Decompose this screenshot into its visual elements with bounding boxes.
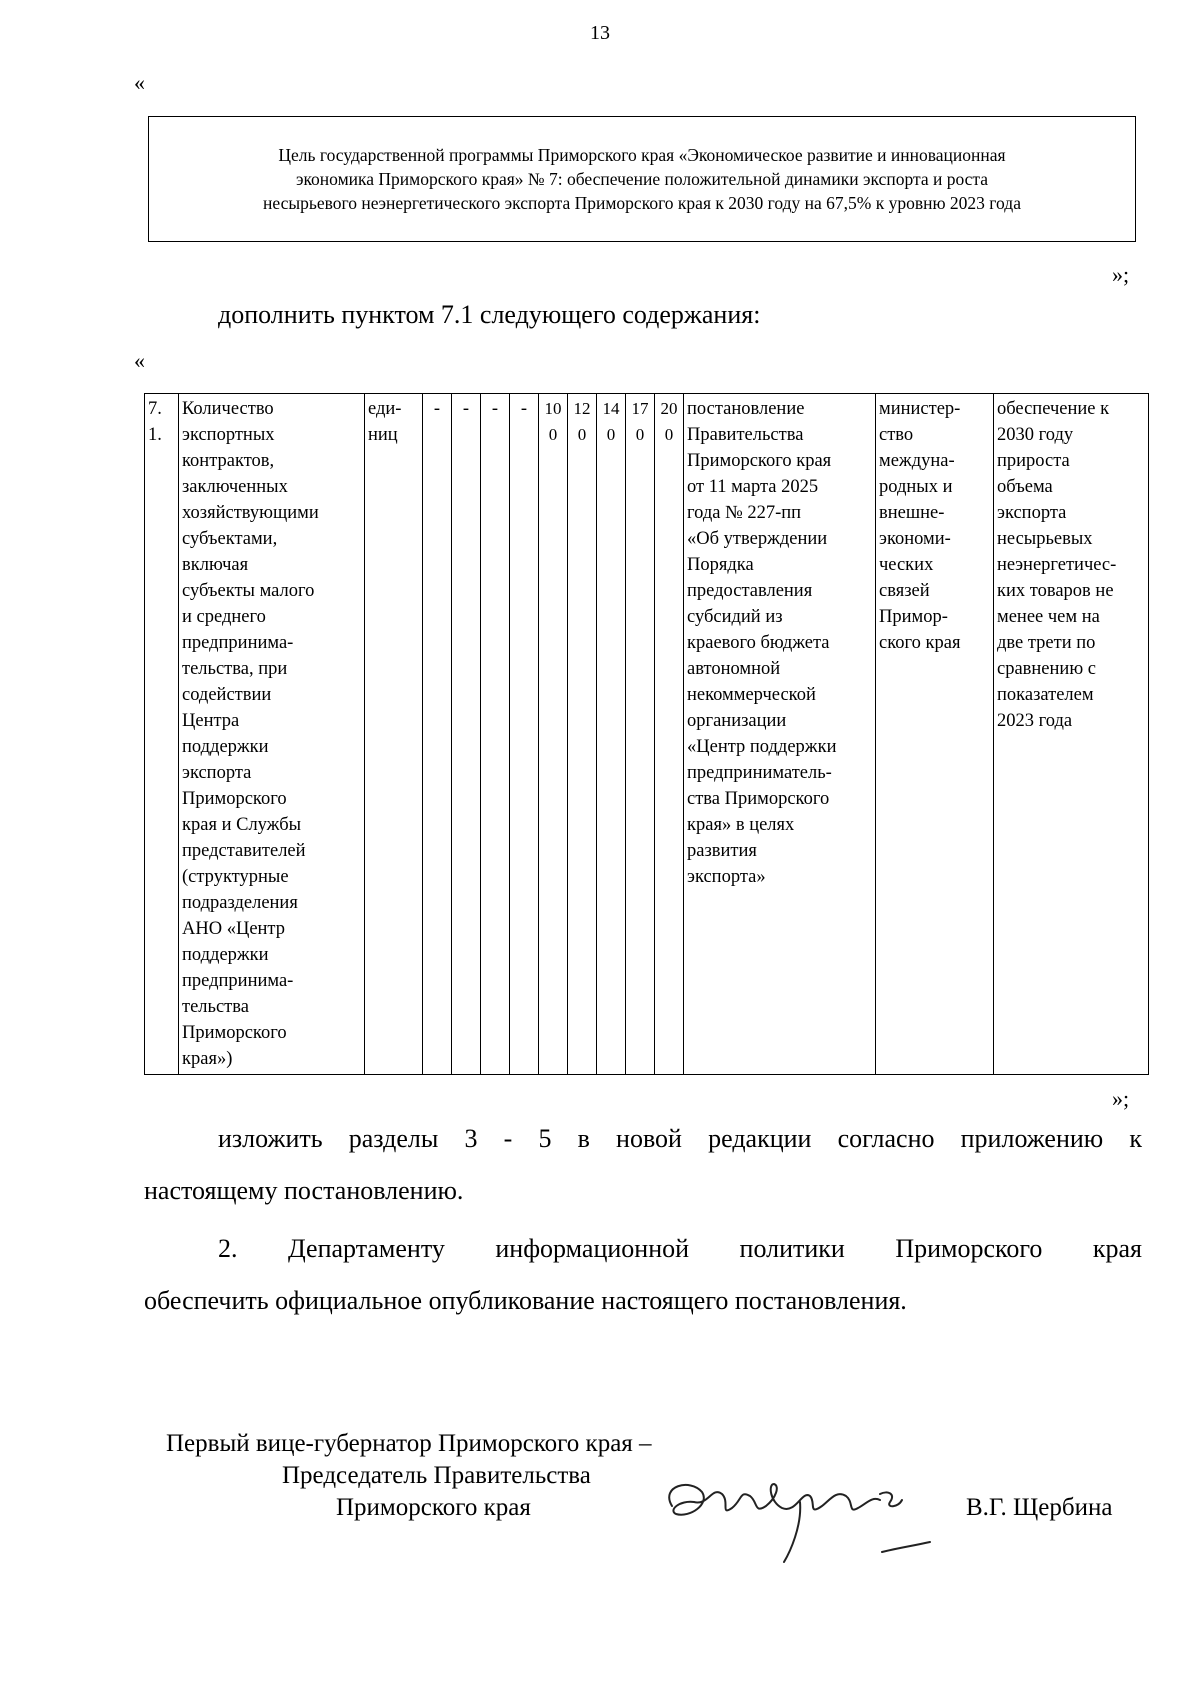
sections-para-line-1: изложить разделы 3 - 5 в новой редакции согласно приложению к <box>218 1124 1142 1153</box>
cell-line: экспорта <box>182 763 252 783</box>
cell-line: экспорта» <box>687 867 766 887</box>
cell-line: обеспечение к <box>997 399 1110 419</box>
cell-value-5 <box>655 394 684 1075</box>
cell-line: 7. <box>148 399 162 419</box>
cell-basis <box>684 394 876 1075</box>
cell-line: «Центр поддержки <box>687 737 837 757</box>
goal-line-3: несырьевого неэнергетического экспорта Приморского края к 2030 году на 67,5% к уровню 2023 года <box>263 193 1021 213</box>
cell-line: 1. <box>148 425 162 445</box>
handwritten-signature <box>650 1456 970 1576</box>
cell-line: поддержки <box>182 737 269 757</box>
cell-line: АНО «Центр <box>182 919 285 939</box>
cell-line: 0 <box>606 425 616 444</box>
cell-line: тельства <box>182 997 249 1017</box>
cell-line: хозяйствующими <box>182 503 319 523</box>
cell-line: предпринима- <box>182 971 294 991</box>
intro-text: дополнить пунктом 7.1 следующего содержания: <box>218 300 761 329</box>
open-quote-1: « <box>134 70 145 95</box>
cell-indicator <box>179 394 365 1075</box>
signer-position-line-3: Приморского края <box>336 1494 531 1521</box>
publish-para-line-2: обеспечить официальное опубликование настоящего постановления. <box>144 1286 907 1315</box>
cell-line: ства Приморского <box>687 789 830 809</box>
cell-line: 0 <box>577 425 587 444</box>
cell-line: 14 <box>602 399 620 418</box>
cell-line: неэнергетичес- <box>997 555 1117 575</box>
cell-line: 0 <box>635 425 645 444</box>
cell-line: менее чем на <box>997 607 1100 627</box>
cell-value-2 <box>568 394 597 1075</box>
cell-line: края») <box>182 1049 233 1069</box>
goal-line-2: экономика Приморского края» № 7: обеспечение положительной динамики экспорта и роста <box>295 169 989 189</box>
cell-line: (структурные <box>182 867 289 887</box>
cell-line: министер- <box>879 399 961 419</box>
cell-line: тельства, при <box>182 659 288 679</box>
cell-line: Приморского края <box>687 451 832 471</box>
signer-position-line-2: Председатель Правительства <box>282 1462 591 1489</box>
cell-line: Центра <box>182 711 240 731</box>
cell-line: организации <box>687 711 787 731</box>
sections-para-line-2: настоящему постановлению. <box>144 1176 464 1205</box>
cell-line: предпринима- <box>182 633 294 653</box>
cell-line: Приморского <box>182 1023 287 1043</box>
cell-number <box>145 394 179 1075</box>
cell-line: экономи- <box>879 529 951 549</box>
cell-line: представителей <box>182 841 306 861</box>
goal-box <box>148 116 1136 242</box>
cell-dash-2: - <box>452 394 481 1075</box>
cell-line: прироста <box>997 451 1070 471</box>
indicator-table <box>144 393 1149 1075</box>
cell-line: содействии <box>182 685 272 705</box>
cell-line: 0 <box>664 425 674 444</box>
cell-line: ких товаров не <box>997 581 1114 601</box>
signer-name: В.Г. Щербина <box>966 1494 1113 1521</box>
cell-line: включая <box>182 555 249 575</box>
cell-unit <box>365 394 423 1075</box>
table-row <box>145 394 1149 1075</box>
cell-line: несырьевых <box>997 529 1093 549</box>
cell-line: связей <box>879 581 930 601</box>
cell-line: 2030 году <box>997 425 1074 445</box>
cell-line: краевого бюджета <box>687 633 830 653</box>
cell-line: ского края <box>879 633 961 653</box>
cell-line: развития <box>687 841 757 861</box>
cell-line: Примор- <box>879 607 948 627</box>
cell-line: две трети по <box>997 633 1096 653</box>
cell-line: автономной <box>687 659 781 679</box>
cell-line: 17 <box>631 399 649 418</box>
cell-responsible <box>876 394 994 1075</box>
cell-result <box>994 394 1149 1075</box>
cell-line: 2023 года <box>997 711 1073 731</box>
cell-line: 0 <box>548 425 558 444</box>
cell-line: ниц <box>368 425 398 445</box>
cell-line: края» в целях <box>687 815 795 835</box>
cell-line: объема <box>997 477 1053 497</box>
cell-line: постановление <box>687 399 805 419</box>
close-quote-2: »; <box>1112 1086 1130 1111</box>
cell-line: «Об утверждении <box>687 529 828 549</box>
cell-line: Порядка <box>687 555 754 575</box>
cell-line: и среднего <box>182 607 266 627</box>
goal-line-1: Цель государственной программы Приморского края «Экономическое развитие и инновационная <box>278 145 1006 165</box>
open-quote-2: « <box>134 348 145 373</box>
cell-line: контрактов, <box>182 451 275 471</box>
cell-dash-3: - <box>481 394 510 1075</box>
cell-line: от 11 марта 2025 <box>687 477 819 497</box>
cell-dash-1: - <box>423 394 452 1075</box>
page-number: 13 <box>590 22 610 44</box>
cell-value-4 <box>626 394 655 1075</box>
cell-dash-4: - <box>510 394 539 1075</box>
cell-line: поддержки <box>182 945 269 965</box>
cell-line: показателем <box>997 685 1094 705</box>
cell-line: субъекты малого <box>182 581 315 601</box>
cell-line: внешне- <box>879 503 945 523</box>
cell-line: некоммерческой <box>687 685 816 705</box>
cell-line: 10 <box>544 399 562 418</box>
cell-value-3 <box>597 394 626 1075</box>
cell-line: 12 <box>573 399 591 418</box>
cell-line: родных и <box>879 477 953 497</box>
cell-line: 20 <box>660 399 678 418</box>
cell-line: года № 227-пп <box>687 503 802 523</box>
cell-line: предоставления <box>687 581 813 601</box>
cell-value-1 <box>539 394 568 1075</box>
cell-line: еди- <box>368 399 402 419</box>
cell-line: Правительства <box>687 425 804 445</box>
cell-line: междуна- <box>879 451 955 471</box>
cell-line: заключенных <box>182 477 288 497</box>
cell-line: предприниматель- <box>687 763 832 783</box>
signer-position-line-1: Первый вице-губернатор Приморского края – <box>166 1430 652 1457</box>
cell-line: субсидий из <box>687 607 783 627</box>
cell-line: края и Службы <box>182 815 302 835</box>
close-quote-1: »; <box>1112 262 1130 287</box>
cell-line: подразделения <box>182 893 298 913</box>
cell-line: ческих <box>879 555 934 575</box>
cell-line: сравнению с <box>997 659 1096 679</box>
publish-para-line-1: 2. Департаменту информационной политики Приморского края <box>218 1234 1142 1263</box>
cell-line: Количество <box>182 399 274 419</box>
cell-line: экспорта <box>997 503 1067 523</box>
cell-line: Приморского <box>182 789 287 809</box>
cell-line: ство <box>879 425 914 445</box>
cell-line: экспортных <box>182 425 275 445</box>
cell-line: субъектами, <box>182 529 278 549</box>
